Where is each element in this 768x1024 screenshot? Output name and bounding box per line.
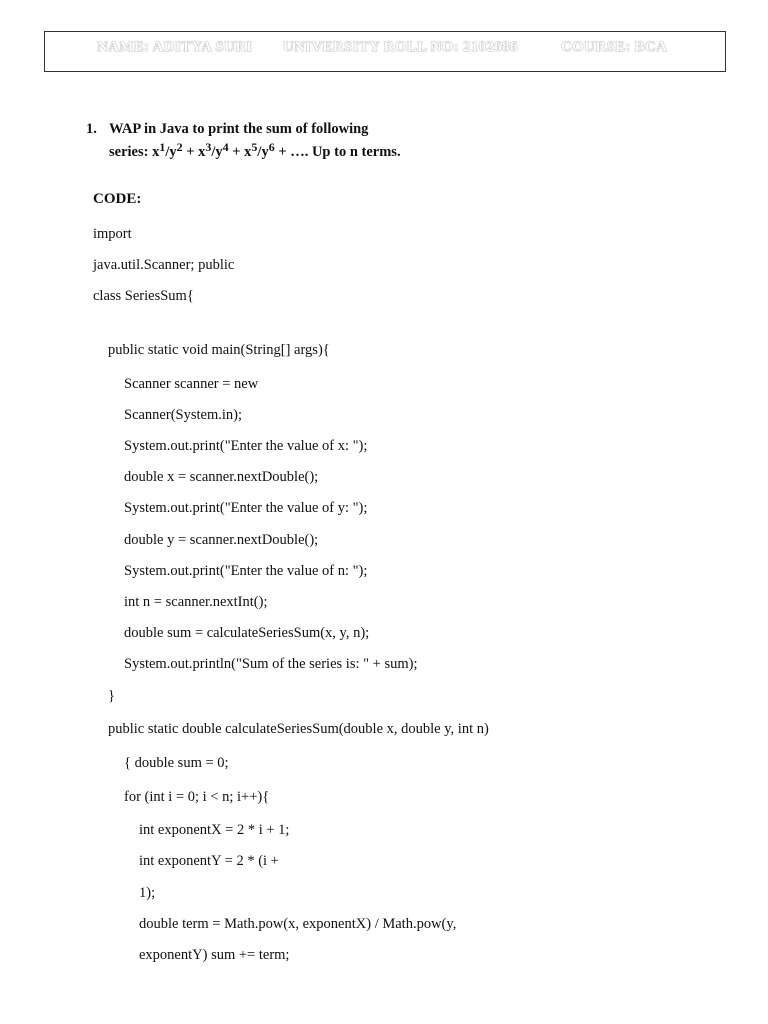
series-text: + x xyxy=(228,144,252,160)
code-line: System.out.print("Enter the value of n: "); xyxy=(124,563,368,579)
question-line-2 xyxy=(109,140,401,161)
course: COURSE: BCA xyxy=(561,39,668,55)
series-text: /y xyxy=(165,144,177,160)
code-line: { double sum = 0; xyxy=(124,755,229,771)
series-sup: 3 xyxy=(205,140,212,154)
code-line: Scanner(System.in); xyxy=(124,407,242,423)
header-box xyxy=(44,31,726,72)
code-line: for (int i = 0; i < n; i++){ xyxy=(124,789,270,805)
code-line: double sum = calculateSeriesSum(x, y, n); xyxy=(124,625,370,641)
series-text: /y xyxy=(211,144,223,160)
series-sup: 5 xyxy=(251,140,258,154)
code-line: int exponentY = 2 * (i + xyxy=(139,853,279,869)
code-line: java.util.Scanner; public xyxy=(93,257,235,273)
series-text: + x xyxy=(182,144,206,160)
code-line: double x = scanner.nextDouble(); xyxy=(124,469,319,485)
code-line: double y = scanner.nextDouble(); xyxy=(124,532,319,548)
code-line: System.out.print("Enter the value of x: "); xyxy=(124,438,368,454)
code-line: exponentY) sum += term; xyxy=(139,947,290,963)
university-roll-no: UNIVERSITY ROLL NO: 2102686 xyxy=(283,39,518,55)
code-line: import xyxy=(93,226,132,242)
code-line: public static double calculateSeriesSum(double x, double y, int n) xyxy=(108,721,489,737)
question-number: 1. xyxy=(86,121,97,137)
series-prefix: series: x xyxy=(109,144,160,160)
code-heading: CODE: xyxy=(93,191,142,207)
series-text: /y xyxy=(257,144,269,160)
code-line: int exponentX = 2 * i + 1; xyxy=(139,822,290,838)
series-sup: 4 xyxy=(222,140,229,154)
series-suffix: + …. Up to n terms. xyxy=(274,144,401,160)
code-line: int n = scanner.nextInt(); xyxy=(124,594,268,610)
code-line: class SeriesSum{ xyxy=(93,288,194,304)
series-sup: 6 xyxy=(268,140,275,154)
series-sup: 1 xyxy=(159,140,166,154)
code-line: Scanner scanner = new xyxy=(124,376,259,392)
code-line: double term = Math.pow(x, exponentX) / Math.pow(y, xyxy=(139,916,457,932)
code-line: System.out.print("Enter the value of y: "); xyxy=(124,500,368,516)
code-line: public static void main(String[] args){ xyxy=(108,342,330,358)
question-line-1: WAP in Java to print the sum of following xyxy=(109,121,369,137)
student-name: NAME: ADITYA SURI xyxy=(97,39,253,55)
code-line: 1); xyxy=(139,885,156,901)
code-line: System.out.println("Sum of the series is: " + sum); xyxy=(124,656,418,672)
code-line: } xyxy=(108,688,115,704)
series-sup: 2 xyxy=(176,140,183,154)
